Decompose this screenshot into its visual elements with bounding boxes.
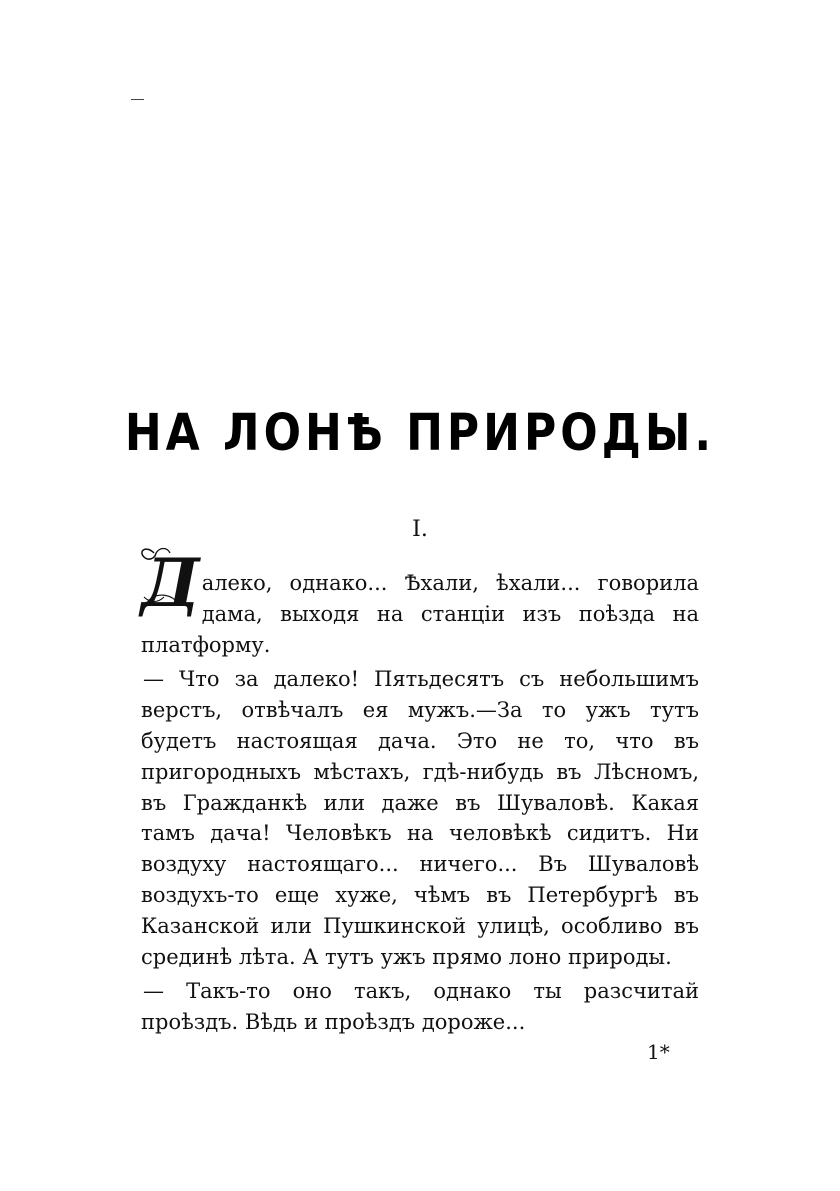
story-title: НА ЛОНѢ ПРИРОДЫ. xyxy=(124,404,716,463)
page-mark xyxy=(131,99,144,100)
paragraph-3: — Такъ-то оно такъ, однако ты разсчитай проѣздъ. Вѣдь и проѣздъ дороже... xyxy=(141,979,699,1035)
page-number: 1* xyxy=(647,1040,670,1064)
paragraph-text: алеко, однако... Ѣхали, ѣхали... говорила дама, выходя на станціи изъ поѣзда на платформу. xyxy=(141,571,699,657)
dropcap-letter: Д xyxy=(141,544,200,622)
paragraph-2: — Что за далеко! Пятьдесятъ съ небольшимъ верстъ, отвѣчалъ ея мужъ.—За то ужъ тутъ будетъ настоящая дача. Это не то, что въ пригородныхъ мѣстахъ, гдѣ-нибудь въ Лѣсномъ, въ Гражданкѣ или даже въ Шуваловѣ. Какая тамъ дача! Человѣкъ на человѣкѣ сидитъ. Ни воздуху настоящаго... ничего... Въ Шуваловѣ воздухъ-то еще хуже, чѣмъ въ Петербургѣ въ Казанской или Пушкинской улицѣ, особливо въ срединѣ лѣта. А тутъ ужъ прямо лоно природы. xyxy=(141,667,699,969)
paragraph-1 xyxy=(141,544,699,660)
main-text xyxy=(141,544,699,1042)
chapter-number: I. xyxy=(412,517,428,542)
